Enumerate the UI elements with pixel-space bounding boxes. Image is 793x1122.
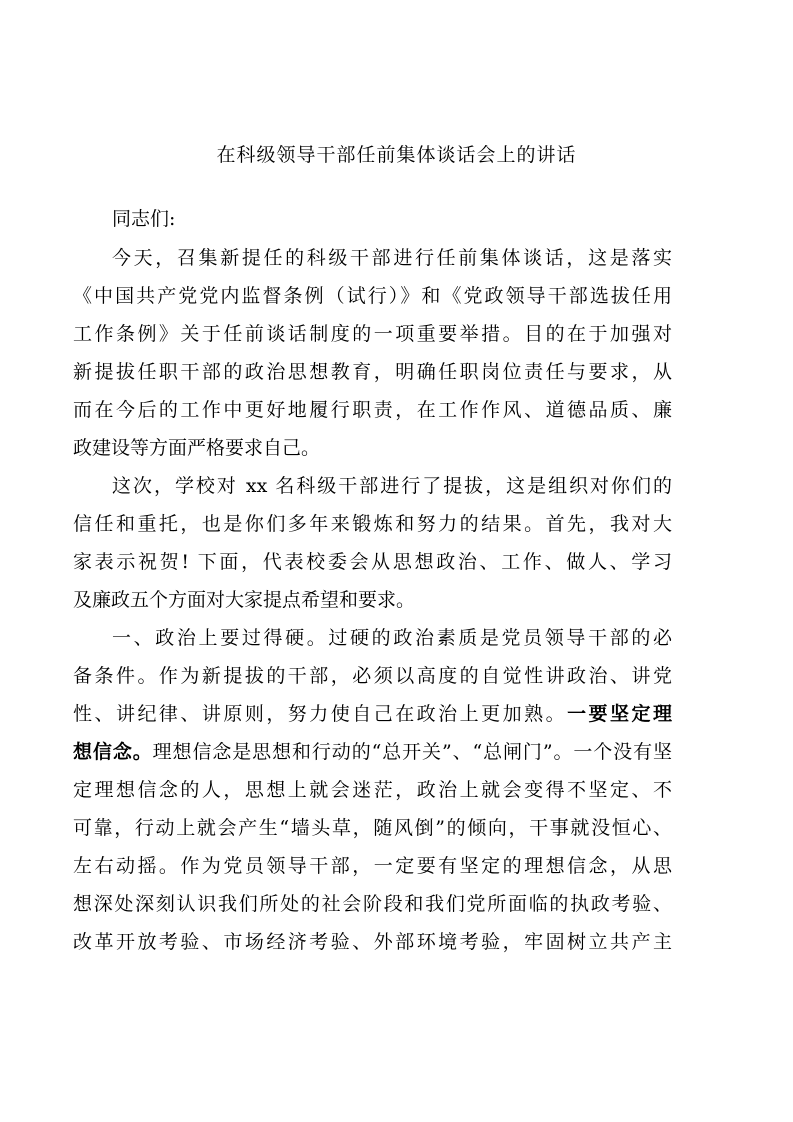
paragraph-line: 这次，学校对 xx 名科级干部进行了提拔，这是组织对你们的 — [112, 475, 672, 497]
paragraph-line: 可靠，行动上就会产生“墙头草，随风倒”的倾向，干事就没恒心、 — [73, 817, 672, 839]
bold-heading-end: 想信念。 — [73, 741, 153, 763]
paragraph-line: 定理想信念的人，思想上就会迷茫，政治上就会变得不坚定、不 — [73, 779, 672, 801]
salutation: 同志们: — [112, 208, 176, 230]
paragraph-line: 政建设等方面严格要求自己。 — [73, 437, 321, 459]
paragraph-line-mixed — [73, 701, 672, 727]
paragraph-line: 备条件。作为新提拔的干部，必须以高度的自觉性讲政治、讲党 — [73, 665, 672, 687]
paragraph-line: 及廉政五个方面对大家提点希望和要求。 — [73, 589, 416, 611]
paragraph-line: 而在今后的工作中更好地履行职责，在工作作风、道德品质、廉 — [73, 399, 672, 421]
paragraph-line: 改革开放考验、市场经济考验、外部环境考验，牢固树立共产主 — [73, 931, 672, 953]
paragraph-line: 工作条例》关于任前谈话制度的一项重要举措。目的在于加强对 — [73, 323, 672, 345]
paragraph-line: 今天，召集新提任的科级干部进行任前集体谈话，这是落实 — [112, 247, 672, 269]
bold-heading-start: 一要坚定理 — [567, 703, 672, 725]
paragraph-line: 想深处深刻认识我们所处的社会阶段和我们党所面临的执政考验、 — [73, 893, 672, 915]
paragraph-line-mixed — [73, 739, 672, 765]
paragraph-line: 家表示祝贺! 下面，代表校委会从思想政治、工作、做人、学习 — [73, 551, 672, 573]
line-text: 理想信念是思想和行动的“总开关”、“总闸门”。一个没有坚 — [152, 741, 672, 763]
line-text: 性、讲纪律、讲原则，努力使自己在政治上更加熟。 — [73, 703, 568, 725]
paragraph-line: 信任和重托，也是你们多年来锻炼和努力的结果。首先，我对大 — [73, 513, 672, 535]
paragraph-line: 一、政治上要过得硬。过硬的政治素质是党员领导干部的必 — [112, 627, 672, 649]
paragraph-line: 《中国共产党党内监督条例（试行）》和《党政领导干部选拔任用 — [73, 285, 672, 307]
paragraph-line: 左右动摇。作为党员领导干部，一定要有坚定的理想信念，从思 — [73, 855, 672, 877]
paragraph-line: 新提拔任职干部的政治思想教育，明确任职岗位责任与要求，从 — [73, 361, 672, 383]
document-title: 在科级领导干部任前集体谈话会上的讲话 — [216, 144, 577, 166]
